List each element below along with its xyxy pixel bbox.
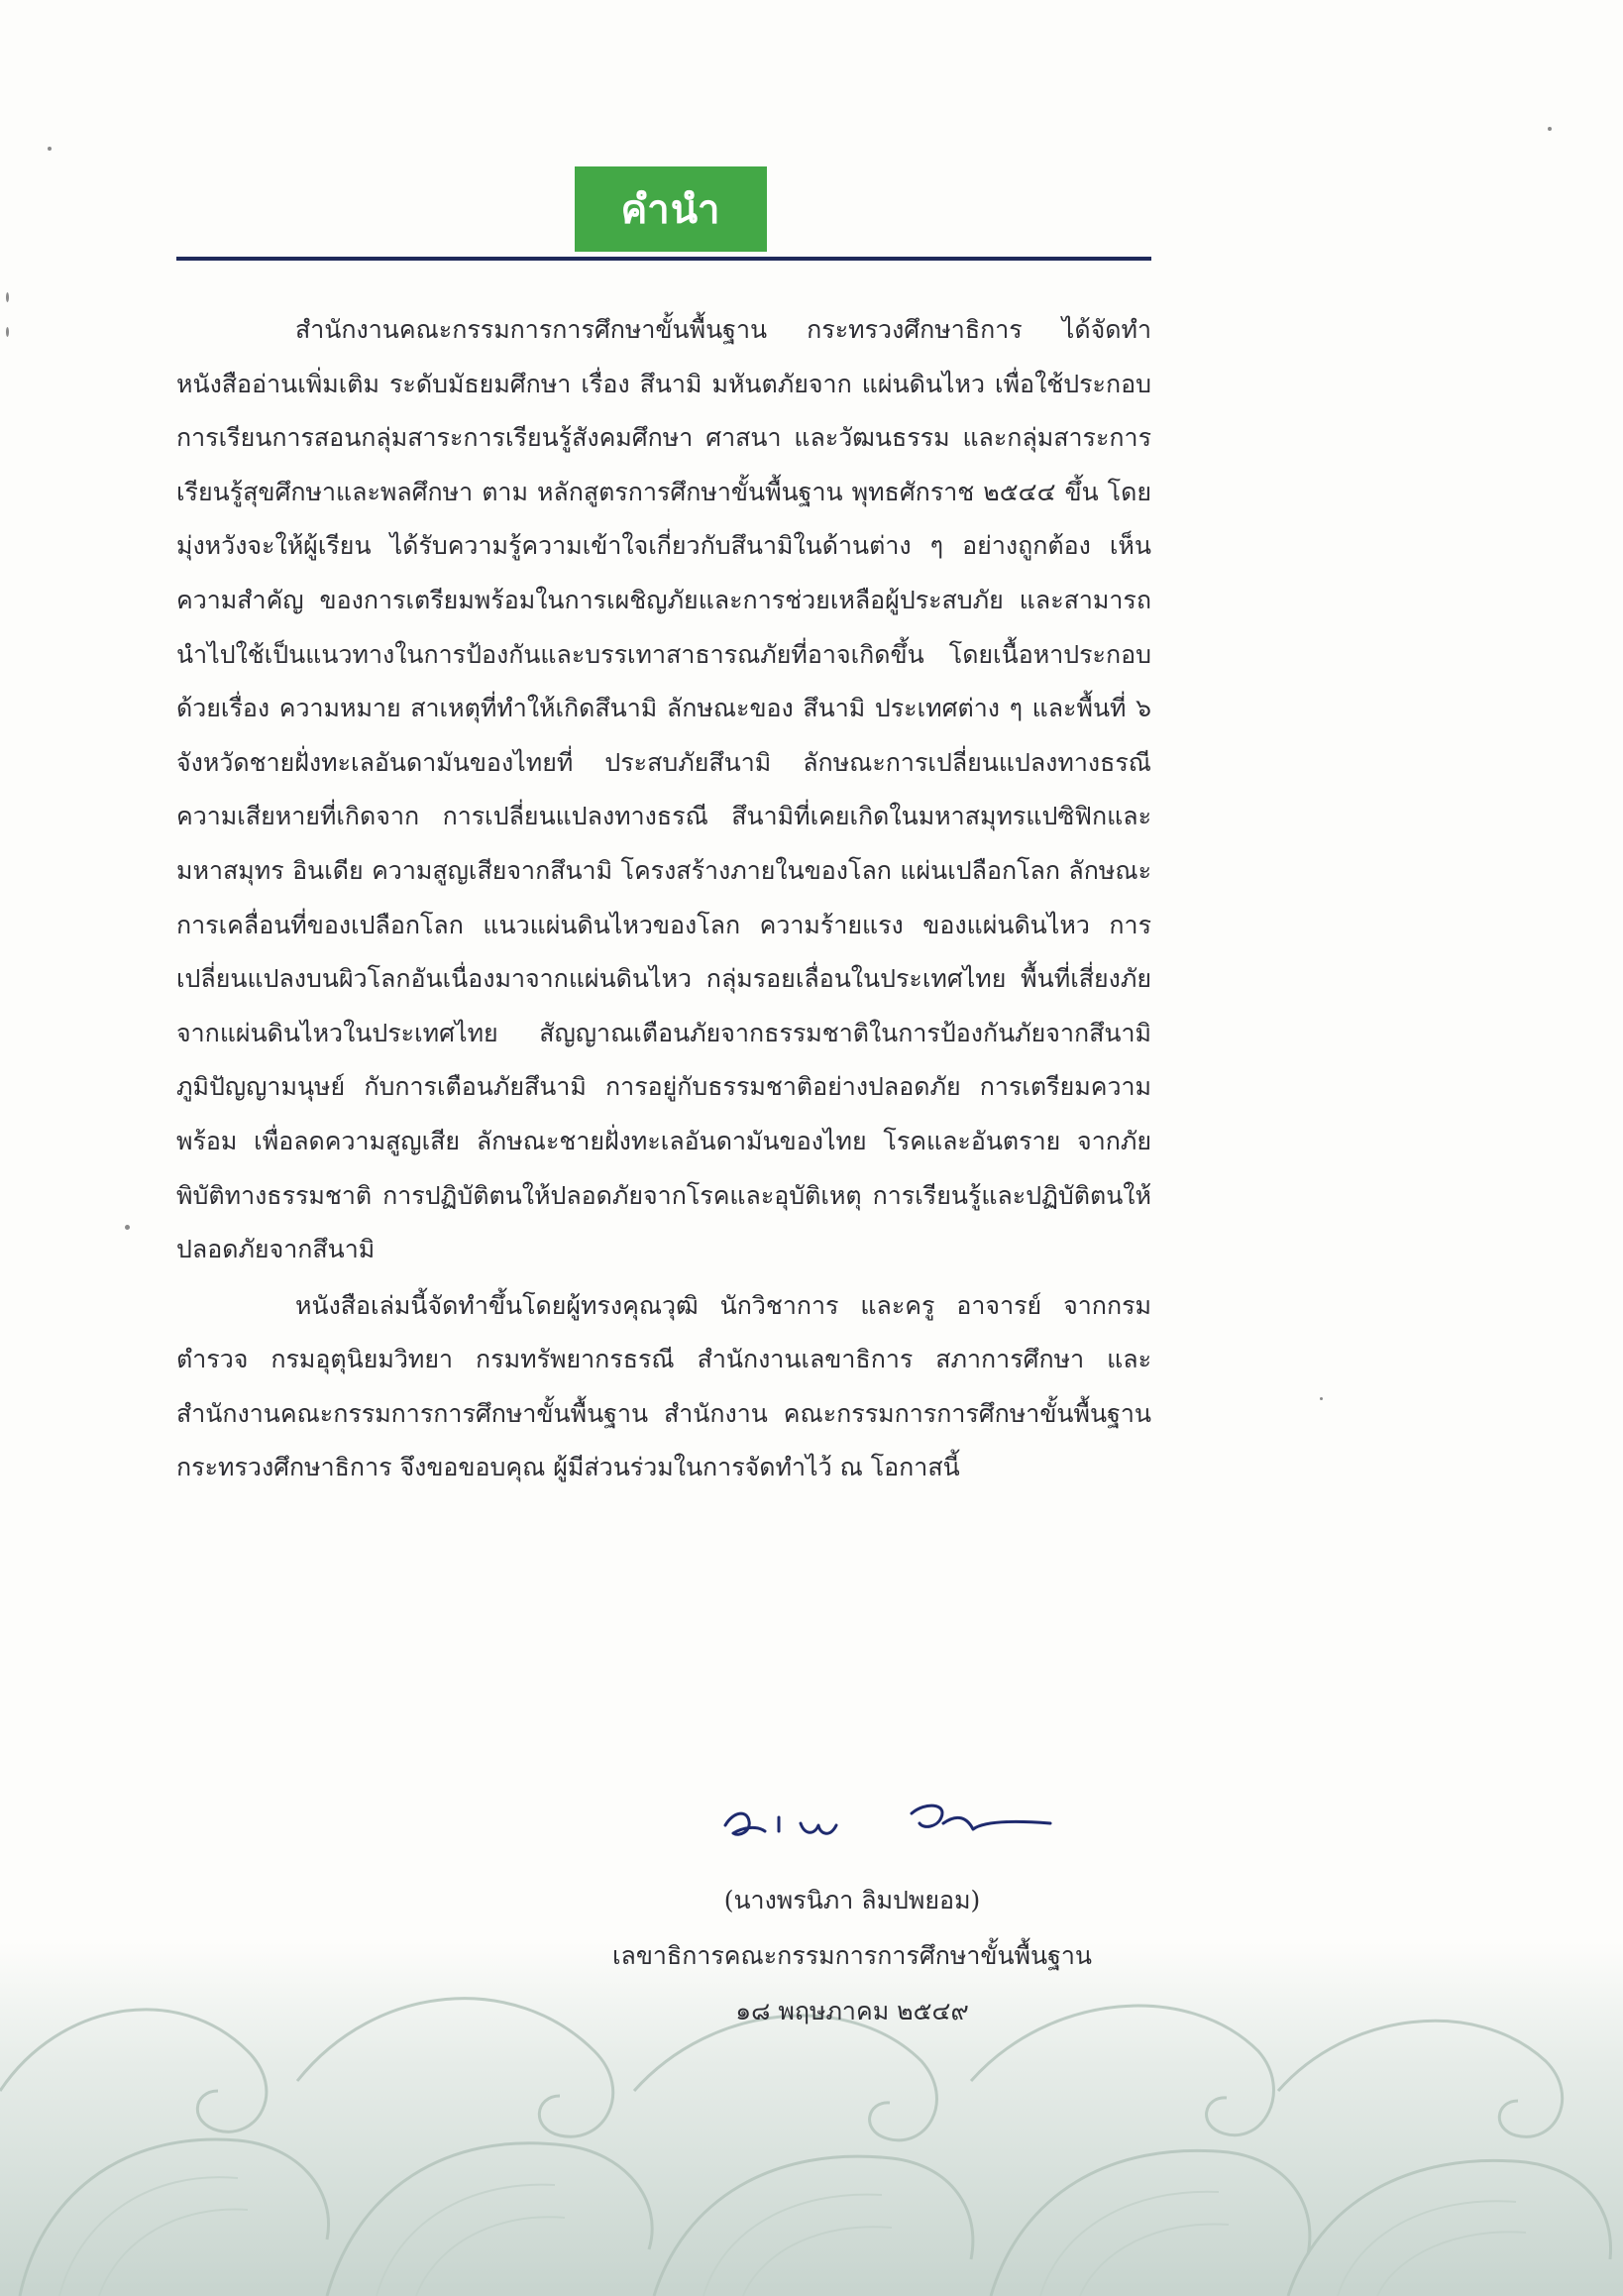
heading-underline	[176, 257, 1151, 261]
scan-speck	[1320, 1397, 1323, 1400]
paragraph-2: หนังสือเล่มนี้จัดทำขึ้นโดยผู้ทรงคุณวุฒิ นักวิชาการ และครู อาจารย์ จากกรมตำรวจ กรมอุตุนิยมวิทยา กรมทรัพยากรธรณี สำนักงานเลขาธิการ สภาการศึกษา และสำนักงานคณะกรรมการการศึกษาขั้นพื้นฐาน สำนักงาน คณะกรรมการการศึกษาขั้นพื้นฐาน กระทรวงศึกษาธิการ จึงขอขอบคุณ ผู้มีส่วนร่วมในการจัดทำไว้ ณ โอกาสนี้	[176, 1290, 1151, 1482]
heading-box	[575, 166, 767, 252]
signoff-date: ๑๘ พฤษภาคม ๒๕๔๙	[735, 1997, 969, 2025]
signoff-block	[555, 1873, 1149, 2039]
page-title: คำนำ	[620, 187, 721, 233]
scan-speck	[1548, 127, 1552, 131]
handwritten-signature	[713, 1784, 1070, 1863]
paragraph-1: สำนักงานคณะกรรมการการศึกษาขั้นพื้นฐาน กระทรวงศึกษาธิการ ได้จัดทำหนังสืออ่านเพิ่มเติม ระดับมัธยมศึกษา เรื่อง สึนามิ มหันตภัยจาก แผ่นดินไหว เพื่อใช้ประกอบการเรียนการสอนกลุ่มสาระการเรียนรู้สังคมศึกษา ศาสนา และวัฒนธรรม และกลุ่มสาระการเรียนรู้สุขศึกษาและพลศึกษา ตาม หลักสูตรการศึกษาขั้นพื้นฐาน พุทธศักราช ๒๕๔๔ ขึ้น โดยมุ่งหวังจะให้ผู้เรียน ได้รับความรู้ความเข้าใจเกี่ยวกับสึนามิในด้านต่าง ๆ อย่างถูกต้อง เห็นความสำคัญ ของการเตรียมพร้อมในการเผชิญภัยและการช่วยเหลือผู้ประสบภัย และสามารถ นำไปใช้เป็นแนวทางในการป้องกันและบรรเทาสาธารณภัยที่อาจเกิดขึ้น โดยเนื้อหาประกอบด้วยเรื่อง ความหมาย สาเหตุที่ทำให้เกิดสึนามิ ลักษณะของ สึนามิ ประเทศต่าง ๆ และพื้นที่ ๖ จังหวัดชายฝั่งทะเลอันดามันของไทยที่ ประสบภัยสึนามิ ลักษณะการเปลี่ยนแปลงทางธรณี ความเสียหายที่เกิดจาก การเปลี่ยนแปลงทางธรณี สึนามิที่เคยเกิดในมหาสมุทรแปซิฟิกและมหาสมุทร อินเดีย ความสูญเสียจากสึนามิ โครงสร้างภายในของโลก แผ่นเปลือกโลก ลักษณะการเคลื่อนที่ของเปลือกโลก แนวแผ่นดินไหวของโลก ความร้ายแรง ของแผ่นดินไหว การเปลี่ยนแปลงบนผิวโลกอันเนื่องมาจากแผ่นดินไหว กลุ่มรอยเลื่อนในประเทศไทย พื้นที่เสี่ยงภัยจากแผ่นดินไหวในประเทศไทย สัญญาณเตือนภัยจากธรรมชาติในการป้องกันภัยจากสึนามิ ภูมิปัญญามนุษย์ กับการเตือนภัยสึนามิ การอยู่กับธรรมชาติอย่างปลอดภัย การเตรียมความพร้อม เพื่อลดความสูญเสีย ลักษณะชายฝั่งทะเลอันดามันของไทย โรคและอันตราย จากภัยพิบัติทางธรรมชาติ การปฏิบัติตนให้ปลอดภัยจากโรคและอุบัติเหตุ การเรียนรู้และปฏิบัติตนให้ปลอดภัยจากสึนามิ	[176, 315, 1151, 1264]
scan-speck	[6, 327, 9, 337]
body-text	[176, 303, 1151, 1495]
signatory-name: (นางพรนิภา ลิมปพยอม)	[723, 1886, 981, 1914]
scan-speck	[48, 147, 52, 151]
scan-speck	[125, 1225, 130, 1230]
signatory-position: เลขาธิการคณะกรรมการการศึกษาขั้นพื้นฐาน	[611, 1941, 1093, 1970]
scan-speck	[6, 292, 9, 302]
